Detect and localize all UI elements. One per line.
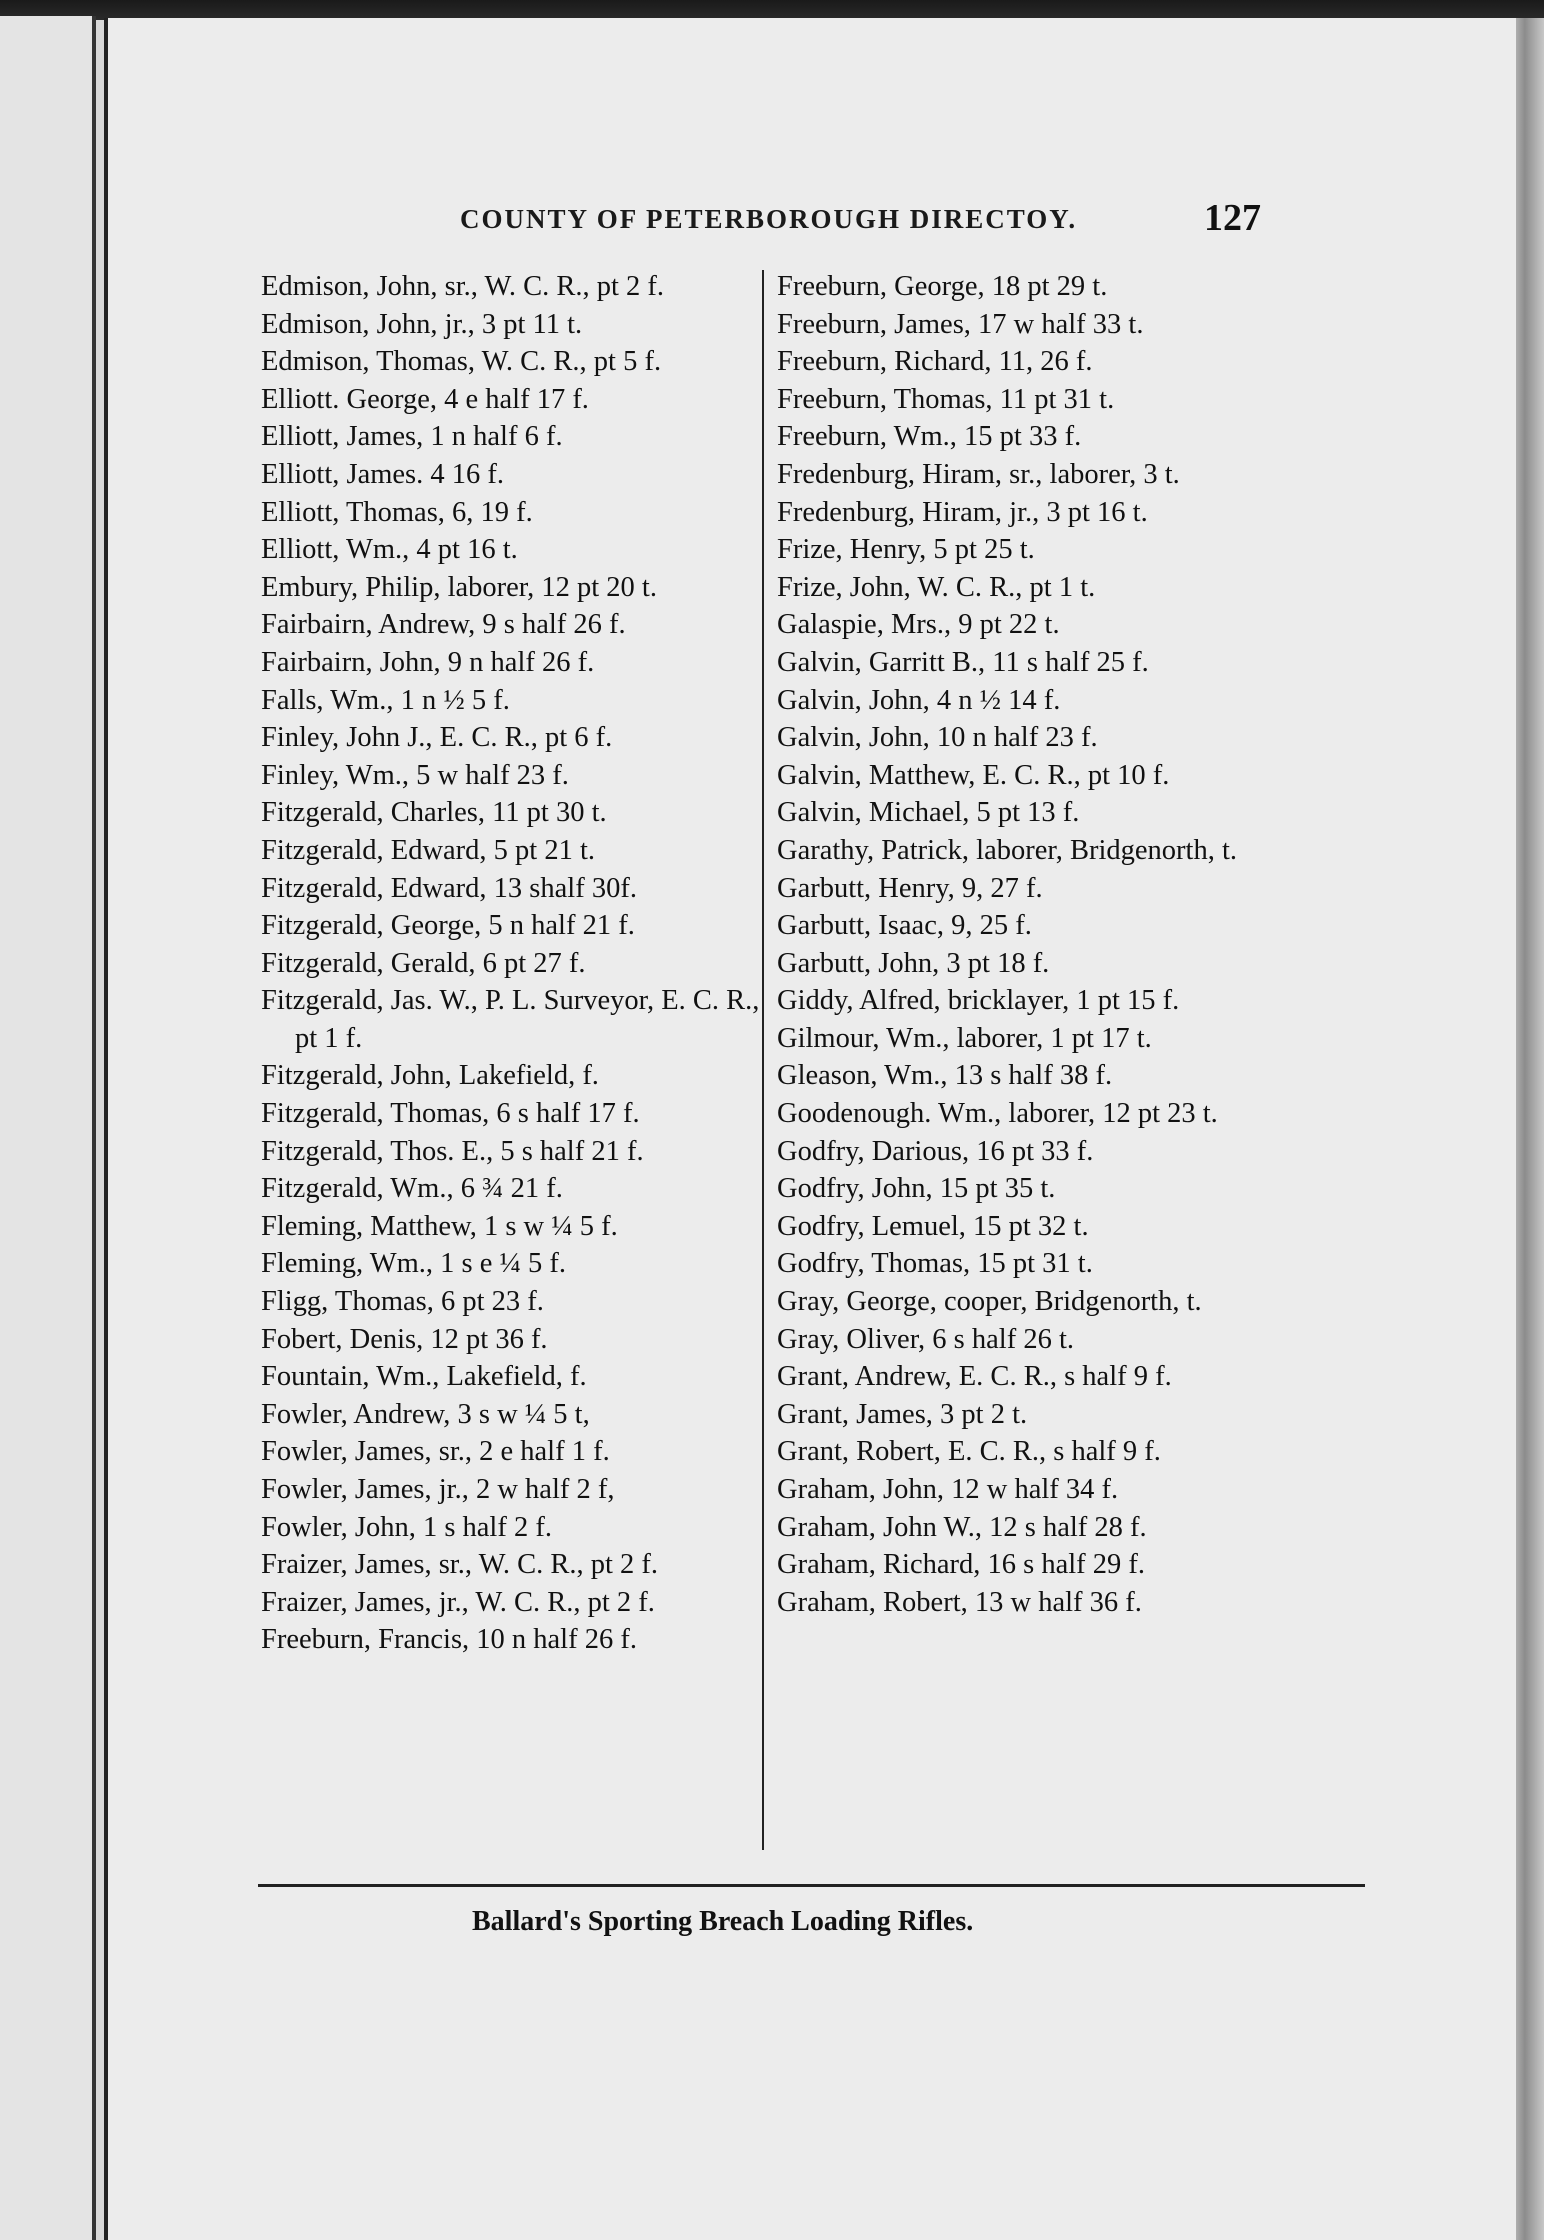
- footer-rule: [258, 1884, 1365, 1887]
- page-number: 127: [1204, 197, 1261, 239]
- directory-entry: Garbutt, John, 3 pt 18 f.: [777, 947, 1050, 979]
- directory-entry: Gleason, Wm., 13 s half 38 f.: [777, 1060, 1113, 1092]
- page-header: [108, 196, 1516, 246]
- directory-entry: Graham, John, 12 w half 34 f.: [777, 1474, 1119, 1505]
- directory-entry: Godfry, Thomas, 15 pt 31 t.: [777, 1248, 1093, 1280]
- directory-entry: Edmison, John, jr., 3 pt 11 t.: [261, 308, 583, 340]
- running-head: COUNTY OF PETERBOROUGH DIRECTOY.: [460, 204, 1078, 234]
- directory-entry: Garbutt, Henry, 9, 27 f.: [777, 872, 1043, 904]
- directory-entry: Fredenburg, Hiram, jr., 3 pt 16 t.: [777, 496, 1148, 528]
- directory-entry: Giddy, Alfred, bricklayer, 1 pt 15 f.: [777, 985, 1180, 1017]
- directory-entry: Frize, Henry, 5 pt 25 t.: [777, 534, 1035, 566]
- left-column: [261, 268, 761, 1659]
- directory-entry: Fountain, Wm., Lakefield, f.: [261, 1361, 587, 1393]
- directory-entry: Frize, John, W. C. R., pt 1 t.: [777, 571, 1096, 603]
- directory-entry: Fitzgerald, Thomas, 6 s half 17 f.: [261, 1098, 640, 1130]
- directory-entry: Fairbairn, John, 9 n half 26 f.: [261, 646, 595, 678]
- directory-entry: Galvin, John, 4 n ½ 14 f.: [777, 684, 1061, 716]
- scan-top-edge: [0, 0, 1544, 20]
- directory-entry: Embury, Philip, laborer, 12 pt 20 t.: [261, 571, 657, 603]
- directory-entry: Gilmour, Wm., laborer, 1 pt 17 t.: [777, 1022, 1152, 1054]
- directory-entry: Godfry, Lemuel, 15 pt 32 t.: [777, 1210, 1089, 1242]
- directory-entry: Godfry, John, 15 pt 35 t.: [777, 1173, 1056, 1205]
- right-column: [777, 268, 1362, 1621]
- directory-entry: Fowler, James, sr., 2 e half 1 f.: [261, 1436, 610, 1468]
- directory-entry: Edmison, John, sr., W. C. R., pt 2 f.: [261, 271, 665, 302]
- directory-entry: Freeburn, Richard, 11, 26 f.: [777, 346, 1093, 378]
- directory-entry: Fleming, Wm., 1 s e ¼ 5 f.: [261, 1248, 567, 1280]
- directory-entry: Fligg, Thomas, 6 pt 23 f.: [261, 1286, 544, 1318]
- directory-entry: Fraizer, James, sr., W. C. R., pt 2 f.: [261, 1549, 659, 1581]
- directory-entry: Gray, George, cooper, Bridgenorth, t.: [777, 1286, 1202, 1318]
- directory-entry: Freeburn, Thomas, 11 pt 31 t.: [777, 383, 1115, 415]
- page-fore-edge: [1512, 18, 1544, 2240]
- directory-entry: Fitzgerald, Edward, 5 pt 21 t.: [261, 834, 596, 866]
- directory-entry: Fairbairn, Andrew, 9 s half 26 f.: [261, 609, 626, 641]
- directory-entry: Fobert, Denis, 12 pt 36 f.: [261, 1323, 548, 1355]
- directory-entry: Finley, John J., E. C. R., pt 6 f.: [261, 722, 613, 754]
- directory-entry: Grant, Andrew, E. C. R., s half 9 f.: [777, 1361, 1172, 1393]
- directory-entry: Fowler, John, 1 s half 2 f.: [261, 1511, 552, 1543]
- directory-entry: Fitzgerald, Gerald, 6 pt 27 f.: [261, 947, 586, 979]
- directory-entry: Galvin, Michael, 5 pt 13 f.: [777, 797, 1080, 829]
- directory-entry: Fitzgerald, George, 5 n half 21 f.: [261, 910, 635, 942]
- directory-entry: Gray, Oliver, 6 s half 26 t.: [777, 1323, 1074, 1355]
- directory-entry: Grant, James, 3 pt 2 t.: [777, 1398, 1028, 1430]
- directory-entry: Freeburn, James, 17 w half 33 t.: [777, 308, 1144, 340]
- directory-entry: Freeburn, Francis, 10 n half 26 f.: [261, 1624, 637, 1656]
- directory-entry: Fitzgerald, Wm., 6 ¾ 21 f.: [261, 1173, 563, 1205]
- directory-entry: Fitzgerald, Charles, 11 pt 30 t.: [261, 797, 607, 829]
- directory-entry: Graham, Richard, 16 s half 29 f.: [777, 1549, 1146, 1581]
- directory-entry: Fraizer, James, jr., W. C. R., pt 2 f.: [261, 1586, 655, 1618]
- directory-entry: Falls, Wm., 1 n ½ 5 f.: [261, 684, 510, 716]
- directory-entry: Fitzgerald, Thos. E., 5 s half 21 f.: [261, 1135, 644, 1167]
- directory-entry: Freeburn, George, 18 pt 29 t.: [777, 271, 1108, 302]
- directory-entry: Graham, Robert, 13 w half 36 f.: [777, 1586, 1142, 1618]
- directory-entry: Grant, Robert, E. C. R., s half 9 f.: [777, 1436, 1161, 1468]
- directory-entry: Fowler, James, jr., 2 w half 2 f,: [261, 1474, 615, 1505]
- directory-page: [104, 18, 1516, 2240]
- directory-entry: Galvin, Matthew, E. C. R., pt 10 f.: [777, 759, 1170, 791]
- directory-entry: Graham, John W., 12 s half 28 f.: [777, 1511, 1147, 1543]
- directory-entry: Galaspie, Mrs., 9 pt 22 t.: [777, 609, 1060, 641]
- directory-entry: Galvin, John, 10 n half 23 f.: [777, 722, 1098, 754]
- directory-entry: Fredenburg, Hiram, sr., laborer, 3 t.: [777, 458, 1180, 490]
- directory-entry: Elliott, Thomas, 6, 19 f.: [261, 496, 533, 528]
- column-divider: [762, 270, 764, 1850]
- footer-advertisement: Ballard's Sporting Breach Loading Rifles.: [472, 1906, 974, 1937]
- directory-entry: Garathy, Patrick, laborer, Bridgenorth, t.: [777, 834, 1237, 866]
- directory-entry: Fitzgerald, John, Lakefield, f.: [261, 1060, 599, 1092]
- directory-entry: Fitzgerald, Edward, 13 shalf 30f.: [261, 872, 637, 904]
- directory-entry: Edmison, Thomas, W. C. R., pt 5 f.: [261, 346, 662, 378]
- directory-entry: Elliott, James, 1 n half 6 f.: [261, 421, 563, 453]
- directory-entry: Fowler, Andrew, 3 s w ¼ 5 t,: [261, 1398, 590, 1430]
- directory-entry: Fleming, Matthew, 1 s w ¼ 5 f.: [261, 1210, 618, 1242]
- directory-entry: Elliott. George, 4 e half 17 f.: [261, 383, 589, 415]
- facing-page-edge: [0, 16, 96, 2240]
- directory-entry: Goodenough. Wm., laborer, 12 pt 23 t.: [777, 1098, 1218, 1130]
- directory-entry: Freeburn, Wm., 15 pt 33 f.: [777, 421, 1082, 453]
- directory-entry: Fitzgerald, Jas. W., P. L. Surveyor, E. C. R., pt 1 f.: [261, 985, 760, 1054]
- directory-entry: Finley, Wm., 5 w half 23 f.: [261, 759, 569, 791]
- directory-entry: Galvin, Garritt B., 11 s half 25 f.: [777, 646, 1149, 678]
- directory-entry: Godfry, Darious, 16 pt 33 f.: [777, 1135, 1094, 1167]
- directory-entry: Elliott, Wm., 4 pt 16 t.: [261, 534, 518, 566]
- directory-entry: Garbutt, Isaac, 9, 25 f.: [777, 910, 1032, 942]
- directory-entry: Elliott, James. 4 16 f.: [261, 458, 505, 490]
